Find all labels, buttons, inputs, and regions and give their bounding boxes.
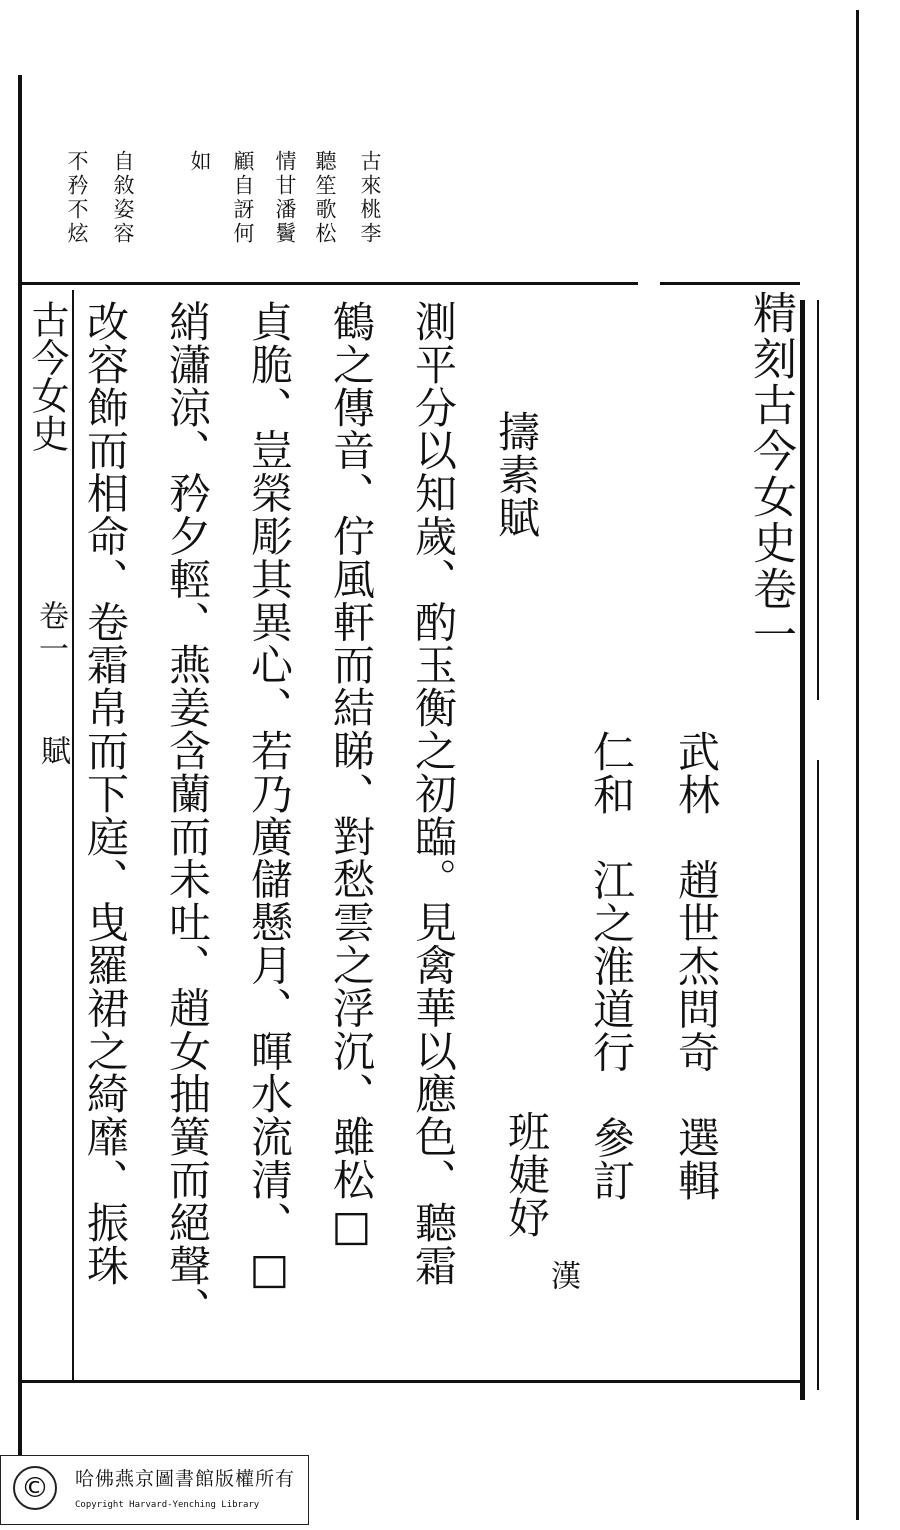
- running-head-section: 卷一: [33, 600, 68, 666]
- fold-center-rule: [817, 300, 819, 700]
- text-column: 貞脆、豈榮彫其異心、若乃廣儲懸月、暉水流清、□: [245, 300, 294, 1294]
- header-label: 顧自訝何: [231, 150, 255, 246]
- header-label: 聽笙歌松: [313, 150, 337, 246]
- piece-title: 擣素賦: [492, 410, 541, 539]
- header-label: 自敘姿容: [111, 150, 135, 246]
- header-label: 情甘潘鬢: [273, 150, 297, 246]
- author-dynasty: 漢: [545, 1260, 580, 1293]
- far-right-page-edge: [856, 10, 859, 1520]
- copyright-stamp: [0, 1455, 309, 1525]
- right-panel-top-rule: [660, 282, 800, 285]
- text-column: 改容飾而相命、卷霜帛而下庭、曳羅裙之綺靡、振珠: [81, 300, 130, 1287]
- text-column: 測平分以知歲、酌玉衡之初臨。見禽華以應色、聽霜: [409, 300, 458, 1287]
- copyright-english: Copyright Harvard-Yenching Library: [75, 1500, 260, 1510]
- header-band-rule: [20, 282, 638, 285]
- book-title: 精刻古今女史卷一: [745, 290, 796, 658]
- author-name: 班婕妤: [502, 1110, 551, 1239]
- running-head-title: 古今女史: [25, 300, 69, 452]
- fold-center-rule-lower: [817, 760, 819, 1390]
- running-head-genre: 賦: [35, 735, 70, 768]
- text-column: 鶴之傳音、佇風軒而結睇、對愁雲之浮沉、雖松□: [327, 300, 376, 1251]
- text-block-bottom-rule: [20, 1380, 800, 1383]
- header-label: 古來桃李: [358, 150, 382, 246]
- text-block-left-rule: [72, 290, 74, 1382]
- header-label: 如: [188, 150, 212, 174]
- editor-line: 武林 趙世杰問奇 選輯: [672, 730, 721, 1202]
- copyright-icon: ©: [13, 1466, 57, 1510]
- header-label: 不矜不炫: [65, 150, 89, 246]
- text-column: 綃瀟涼、矜夕輕、燕姜含蘭而未吐、趙女抽簧而絕聲、: [163, 300, 212, 1330]
- editor-line: 仁和 江之淮道行 參訂: [587, 730, 636, 1202]
- copyright-chinese: 哈佛燕京圖書館版權所有: [75, 1468, 296, 1490]
